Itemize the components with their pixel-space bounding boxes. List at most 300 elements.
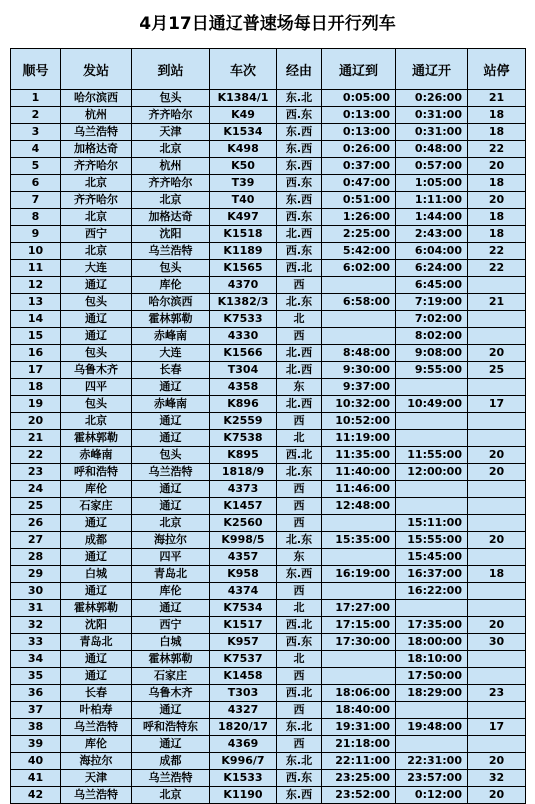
destination-cell: 赤峰南 (132, 328, 210, 345)
destination-cell: 加格达奇 (132, 209, 210, 226)
depart-cell: 17:50:00 (396, 668, 468, 685)
train-number-cell: K958 (210, 566, 277, 583)
seq-cell: 12 (11, 277, 61, 294)
stop-cell: 22 (468, 243, 526, 260)
destination-cell: 乌兰浩特 (132, 243, 210, 260)
stop-cell: 17 (468, 719, 526, 736)
arrive-cell: 12:48:00 (322, 498, 396, 515)
stop-cell: 20 (468, 753, 526, 770)
arrive-cell: 0:37:00 (322, 158, 396, 175)
seq-cell: 30 (11, 583, 61, 600)
table-row (11, 651, 526, 668)
origin-cell: 乌鲁木齐 (61, 362, 132, 379)
stop-cell (468, 702, 526, 719)
header-stop: 站停 (468, 49, 526, 90)
stop-cell: 21 (468, 90, 526, 107)
table-row (11, 260, 526, 277)
route-cell: 西.北 (277, 685, 322, 702)
arrive-cell: 0:05:00 (322, 90, 396, 107)
table-row (11, 481, 526, 498)
origin-cell: 霍林郭勒 (61, 430, 132, 447)
destination-cell: 白城 (132, 634, 210, 651)
route-cell: 北.东 (277, 464, 322, 481)
train-number-cell: K1566 (210, 345, 277, 362)
train-number-cell: K50 (210, 158, 277, 175)
destination-cell: 通辽 (132, 498, 210, 515)
train-schedule-table (10, 48, 526, 804)
depart-cell: 9:08:00 (396, 345, 468, 362)
origin-cell: 通辽 (61, 311, 132, 328)
destination-cell: 西宁 (132, 617, 210, 634)
depart-cell: 6:04:00 (396, 243, 468, 260)
train-number-cell: K7534 (210, 600, 277, 617)
destination-cell: 成都 (132, 753, 210, 770)
origin-cell: 长春 (61, 685, 132, 702)
route-cell: 北 (277, 311, 322, 328)
train-number-cell: K1517 (210, 617, 277, 634)
depart-cell: 12:00:00 (396, 464, 468, 481)
destination-cell: 乌兰浩特 (132, 464, 210, 481)
stop-cell (468, 430, 526, 447)
origin-cell: 白城 (61, 566, 132, 583)
destination-cell: 库伦 (132, 583, 210, 600)
depart-cell: 10:49:00 (396, 396, 468, 413)
destination-cell: 长春 (132, 362, 210, 379)
seq-cell: 10 (11, 243, 61, 260)
train-number-cell: T303 (210, 685, 277, 702)
destination-cell: 赤峰南 (132, 396, 210, 413)
train-number-cell: 4369 (210, 736, 277, 753)
seq-cell: 39 (11, 736, 61, 753)
route-cell: 东 (277, 549, 322, 566)
seq-cell: 36 (11, 685, 61, 702)
destination-cell: 霍林郭勒 (132, 651, 210, 668)
stop-cell: 18 (468, 226, 526, 243)
seq-cell: 7 (11, 192, 61, 209)
route-cell: 西 (277, 583, 322, 600)
destination-cell: 沈阳 (132, 226, 210, 243)
arrive-cell: 22:11:00 (322, 753, 396, 770)
seq-cell: 11 (11, 260, 61, 277)
depart-cell: 7:02:00 (396, 311, 468, 328)
origin-cell: 成都 (61, 532, 132, 549)
table-row (11, 600, 526, 617)
destination-cell: 霍林郭勒 (132, 311, 210, 328)
destination-cell: 杭州 (132, 158, 210, 175)
origin-cell: 赤峰南 (61, 447, 132, 464)
route-cell: 东.西 (277, 158, 322, 175)
train-number-cell: K497 (210, 209, 277, 226)
destination-cell: 四平 (132, 549, 210, 566)
depart-cell: 0:57:00 (396, 158, 468, 175)
table-row (11, 685, 526, 702)
train-number-cell: 4373 (210, 481, 277, 498)
stop-cell (468, 600, 526, 617)
stop-cell (468, 583, 526, 600)
stop-cell (468, 498, 526, 515)
seq-cell: 32 (11, 617, 61, 634)
arrive-cell: 23:52:00 (322, 787, 396, 804)
seq-cell: 13 (11, 294, 61, 311)
arrive-cell (322, 515, 396, 532)
origin-cell: 呼和浩特 (61, 464, 132, 481)
origin-cell: 齐齐哈尔 (61, 192, 132, 209)
route-cell: 东.西 (277, 192, 322, 209)
arrive-cell: 5:42:00 (322, 243, 396, 260)
depart-cell: 7:19:00 (396, 294, 468, 311)
train-number-cell: K2560 (210, 515, 277, 532)
table-row (11, 736, 526, 753)
destination-cell: 天津 (132, 124, 210, 141)
destination-cell: 包头 (132, 260, 210, 277)
train-number-cell: K1534 (210, 124, 277, 141)
stop-cell (468, 668, 526, 685)
origin-cell: 北京 (61, 243, 132, 260)
arrive-cell (322, 651, 396, 668)
train-number-cell: K49 (210, 107, 277, 124)
seq-cell: 33 (11, 634, 61, 651)
stop-cell: 25 (468, 362, 526, 379)
depart-cell (396, 498, 468, 515)
stop-cell (468, 651, 526, 668)
route-cell: 西 (277, 702, 322, 719)
route-cell: 西 (277, 481, 322, 498)
depart-cell: 16:22:00 (396, 583, 468, 600)
table-row (11, 396, 526, 413)
destination-cell: 通辽 (132, 702, 210, 719)
origin-cell: 海拉尔 (61, 753, 132, 770)
origin-cell: 库伦 (61, 736, 132, 753)
depart-cell (396, 736, 468, 753)
table-row (11, 158, 526, 175)
route-cell: 西.东 (277, 107, 322, 124)
stop-cell: 18 (468, 209, 526, 226)
origin-cell: 杭州 (61, 107, 132, 124)
depart-cell: 15:45:00 (396, 549, 468, 566)
arrive-cell: 6:58:00 (322, 294, 396, 311)
depart-cell: 0:26:00 (396, 90, 468, 107)
origin-cell: 齐齐哈尔 (61, 158, 132, 175)
stop-cell: 18 (468, 124, 526, 141)
train-number-cell: K1384/1 (210, 90, 277, 107)
depart-cell: 6:24:00 (396, 260, 468, 277)
origin-cell: 霍林郭勒 (61, 600, 132, 617)
train-number-cell: K498 (210, 141, 277, 158)
seq-cell: 24 (11, 481, 61, 498)
destination-cell: 呼和浩特东 (132, 719, 210, 736)
train-number-cell: 4330 (210, 328, 277, 345)
table-row (11, 345, 526, 362)
stop-cell (468, 328, 526, 345)
origin-cell: 沈阳 (61, 617, 132, 634)
route-cell: 北.东 (277, 532, 322, 549)
origin-cell: 通辽 (61, 515, 132, 532)
route-cell: 北.西 (277, 396, 322, 413)
table-row (11, 668, 526, 685)
destination-cell: 石家庄 (132, 668, 210, 685)
depart-cell: 18:00:00 (396, 634, 468, 651)
stop-cell: 18 (468, 175, 526, 192)
arrive-cell: 6:02:00 (322, 260, 396, 277)
seq-cell: 26 (11, 515, 61, 532)
stop-cell: 21 (468, 294, 526, 311)
depart-cell: 1:05:00 (396, 175, 468, 192)
table-row (11, 464, 526, 481)
train-number-cell: K1190 (210, 787, 277, 804)
arrive-cell: 10:52:00 (322, 413, 396, 430)
seq-cell: 35 (11, 668, 61, 685)
table-row (11, 124, 526, 141)
route-cell: 东.西 (277, 787, 322, 804)
train-number-cell: K7533 (210, 311, 277, 328)
destination-cell: 大连 (132, 345, 210, 362)
origin-cell: 叶柏寿 (61, 702, 132, 719)
train-number-cell: K2559 (210, 413, 277, 430)
stop-cell (468, 736, 526, 753)
arrive-cell: 17:27:00 (322, 600, 396, 617)
stop-cell: 20 (468, 345, 526, 362)
seq-cell: 27 (11, 532, 61, 549)
depart-cell: 16:37:00 (396, 566, 468, 583)
depart-cell: 1:11:00 (396, 192, 468, 209)
route-cell: 西.东 (277, 243, 322, 260)
route-cell: 西 (277, 515, 322, 532)
route-cell: 东.西 (277, 141, 322, 158)
route-cell: 西 (277, 413, 322, 430)
destination-cell: 齐齐哈尔 (132, 107, 210, 124)
arrive-cell: 21:18:00 (322, 736, 396, 753)
seq-cell: 20 (11, 413, 61, 430)
route-cell: 北.东 (277, 294, 322, 311)
stop-cell: 20 (468, 532, 526, 549)
arrive-cell (322, 583, 396, 600)
destination-cell: 哈尔滨西 (132, 294, 210, 311)
table-row (11, 175, 526, 192)
table-row (11, 583, 526, 600)
stop-cell: 18 (468, 107, 526, 124)
route-cell: 北.西 (277, 345, 322, 362)
destination-cell: 海拉尔 (132, 532, 210, 549)
origin-cell: 石家庄 (61, 498, 132, 515)
header-destination: 到站 (132, 49, 210, 90)
seq-cell: 5 (11, 158, 61, 175)
arrive-cell (322, 549, 396, 566)
table-row (11, 107, 526, 124)
arrive-cell: 0:13:00 (322, 107, 396, 124)
depart-cell: 22:31:00 (396, 753, 468, 770)
train-number-cell: K1189 (210, 243, 277, 260)
origin-cell: 库伦 (61, 481, 132, 498)
train-number-cell: T40 (210, 192, 277, 209)
stop-cell (468, 379, 526, 396)
seq-cell: 16 (11, 345, 61, 362)
depart-cell: 0:48:00 (396, 141, 468, 158)
table-row (11, 617, 526, 634)
arrive-cell: 17:30:00 (322, 634, 396, 651)
table-row (11, 192, 526, 209)
stop-cell (468, 277, 526, 294)
route-cell: 西.北 (277, 447, 322, 464)
seq-cell: 25 (11, 498, 61, 515)
route-cell: 西.东 (277, 175, 322, 192)
seq-cell: 4 (11, 141, 61, 158)
table-row (11, 362, 526, 379)
seq-cell: 29 (11, 566, 61, 583)
stop-cell (468, 413, 526, 430)
train-number-cell: K957 (210, 634, 277, 651)
destination-cell: 通辽 (132, 379, 210, 396)
destination-cell: 通辽 (132, 413, 210, 430)
origin-cell: 包头 (61, 396, 132, 413)
depart-cell: 19:48:00 (396, 719, 468, 736)
destination-cell: 通辽 (132, 481, 210, 498)
origin-cell: 四平 (61, 379, 132, 396)
seq-cell: 9 (11, 226, 61, 243)
table-row (11, 430, 526, 447)
destination-cell: 通辽 (132, 430, 210, 447)
train-number-cell: 4327 (210, 702, 277, 719)
route-cell: 西 (277, 498, 322, 515)
seq-cell: 31 (11, 600, 61, 617)
stop-cell: 20 (468, 158, 526, 175)
table-row (11, 226, 526, 243)
destination-cell: 乌鲁木齐 (132, 685, 210, 702)
stop-cell: 23 (468, 685, 526, 702)
train-number-cell: 4370 (210, 277, 277, 294)
depart-cell: 17:35:00 (396, 617, 468, 634)
depart-cell: 11:55:00 (396, 447, 468, 464)
train-number-cell: K1565 (210, 260, 277, 277)
origin-cell: 乌兰浩特 (61, 787, 132, 804)
depart-cell: 18:29:00 (396, 685, 468, 702)
route-cell: 北 (277, 651, 322, 668)
route-cell: 东.北 (277, 753, 322, 770)
train-number-cell: K1457 (210, 498, 277, 515)
stop-cell: 17 (468, 396, 526, 413)
arrive-cell: 0:51:00 (322, 192, 396, 209)
header-seq: 顺号 (11, 49, 61, 90)
route-cell: 西.东 (277, 770, 322, 787)
train-number-cell: T304 (210, 362, 277, 379)
table-row (11, 243, 526, 260)
seq-cell: 15 (11, 328, 61, 345)
origin-cell: 乌兰浩特 (61, 124, 132, 141)
seq-cell: 23 (11, 464, 61, 481)
arrive-cell: 0:47:00 (322, 175, 396, 192)
arrive-cell: 0:13:00 (322, 124, 396, 141)
table-row (11, 141, 526, 158)
origin-cell: 通辽 (61, 277, 132, 294)
arrive-cell: 15:35:00 (322, 532, 396, 549)
depart-cell: 0:31:00 (396, 107, 468, 124)
header-origin: 发站 (61, 49, 132, 90)
table-row (11, 209, 526, 226)
route-cell: 西.北 (277, 260, 322, 277)
destination-cell: 青岛北 (132, 566, 210, 583)
route-cell: 西.东 (277, 634, 322, 651)
arrive-cell (322, 311, 396, 328)
origin-cell: 西宁 (61, 226, 132, 243)
route-cell: 西 (277, 668, 322, 685)
arrive-cell: 11:46:00 (322, 481, 396, 498)
destination-cell: 库伦 (132, 277, 210, 294)
arrive-cell: 8:48:00 (322, 345, 396, 362)
arrive-cell (322, 277, 396, 294)
arrive-cell: 19:31:00 (322, 719, 396, 736)
table-row (11, 379, 526, 396)
train-number-cell: K996/7 (210, 753, 277, 770)
stop-cell (468, 481, 526, 498)
header-depart: 通辽开 (396, 49, 468, 90)
depart-cell (396, 702, 468, 719)
route-cell: 西 (277, 328, 322, 345)
stop-cell: 18 (468, 566, 526, 583)
train-number-cell: 1818/9 (210, 464, 277, 481)
origin-cell: 包头 (61, 345, 132, 362)
route-cell: 东.西 (277, 566, 322, 583)
arrive-cell: 18:06:00 (322, 685, 396, 702)
train-number-cell: K1533 (210, 770, 277, 787)
route-cell: 西 (277, 277, 322, 294)
table-row (11, 90, 526, 107)
table-row (11, 532, 526, 549)
seq-cell: 38 (11, 719, 61, 736)
train-number-cell: K998/5 (210, 532, 277, 549)
seq-cell: 21 (11, 430, 61, 447)
stop-cell: 20 (468, 192, 526, 209)
stop-cell: 20 (468, 787, 526, 804)
table-header-row (11, 49, 526, 90)
depart-cell (396, 481, 468, 498)
route-cell: 北.西 (277, 362, 322, 379)
route-cell: 东.北 (277, 90, 322, 107)
stop-cell: 30 (468, 634, 526, 651)
destination-cell: 北京 (132, 515, 210, 532)
seq-cell: 1 (11, 90, 61, 107)
origin-cell: 青岛北 (61, 634, 132, 651)
table-row (11, 328, 526, 345)
arrive-cell: 18:40:00 (322, 702, 396, 719)
depart-cell (396, 379, 468, 396)
train-number-cell: 4374 (210, 583, 277, 600)
destination-cell: 包头 (132, 447, 210, 464)
arrive-cell: 11:35:00 (322, 447, 396, 464)
depart-cell: 23:57:00 (396, 770, 468, 787)
seq-cell: 18 (11, 379, 61, 396)
train-number-cell: 1820/17 (210, 719, 277, 736)
destination-cell: 北京 (132, 192, 210, 209)
header-train-number: 车次 (210, 49, 277, 90)
seq-cell: 40 (11, 753, 61, 770)
train-number-cell: 4358 (210, 379, 277, 396)
train-number-cell: K1518 (210, 226, 277, 243)
destination-cell: 通辽 (132, 736, 210, 753)
seq-cell: 22 (11, 447, 61, 464)
train-number-cell: K896 (210, 396, 277, 413)
train-number-cell: K7538 (210, 430, 277, 447)
origin-cell: 北京 (61, 209, 132, 226)
stop-cell: 20 (468, 617, 526, 634)
destination-cell: 包头 (132, 90, 210, 107)
seq-cell: 34 (11, 651, 61, 668)
train-number-cell: K1382/3 (210, 294, 277, 311)
origin-cell: 通辽 (61, 668, 132, 685)
table-row (11, 549, 526, 566)
stop-cell: 22 (468, 141, 526, 158)
table-row (11, 277, 526, 294)
depart-cell (396, 413, 468, 430)
table-row (11, 702, 526, 719)
